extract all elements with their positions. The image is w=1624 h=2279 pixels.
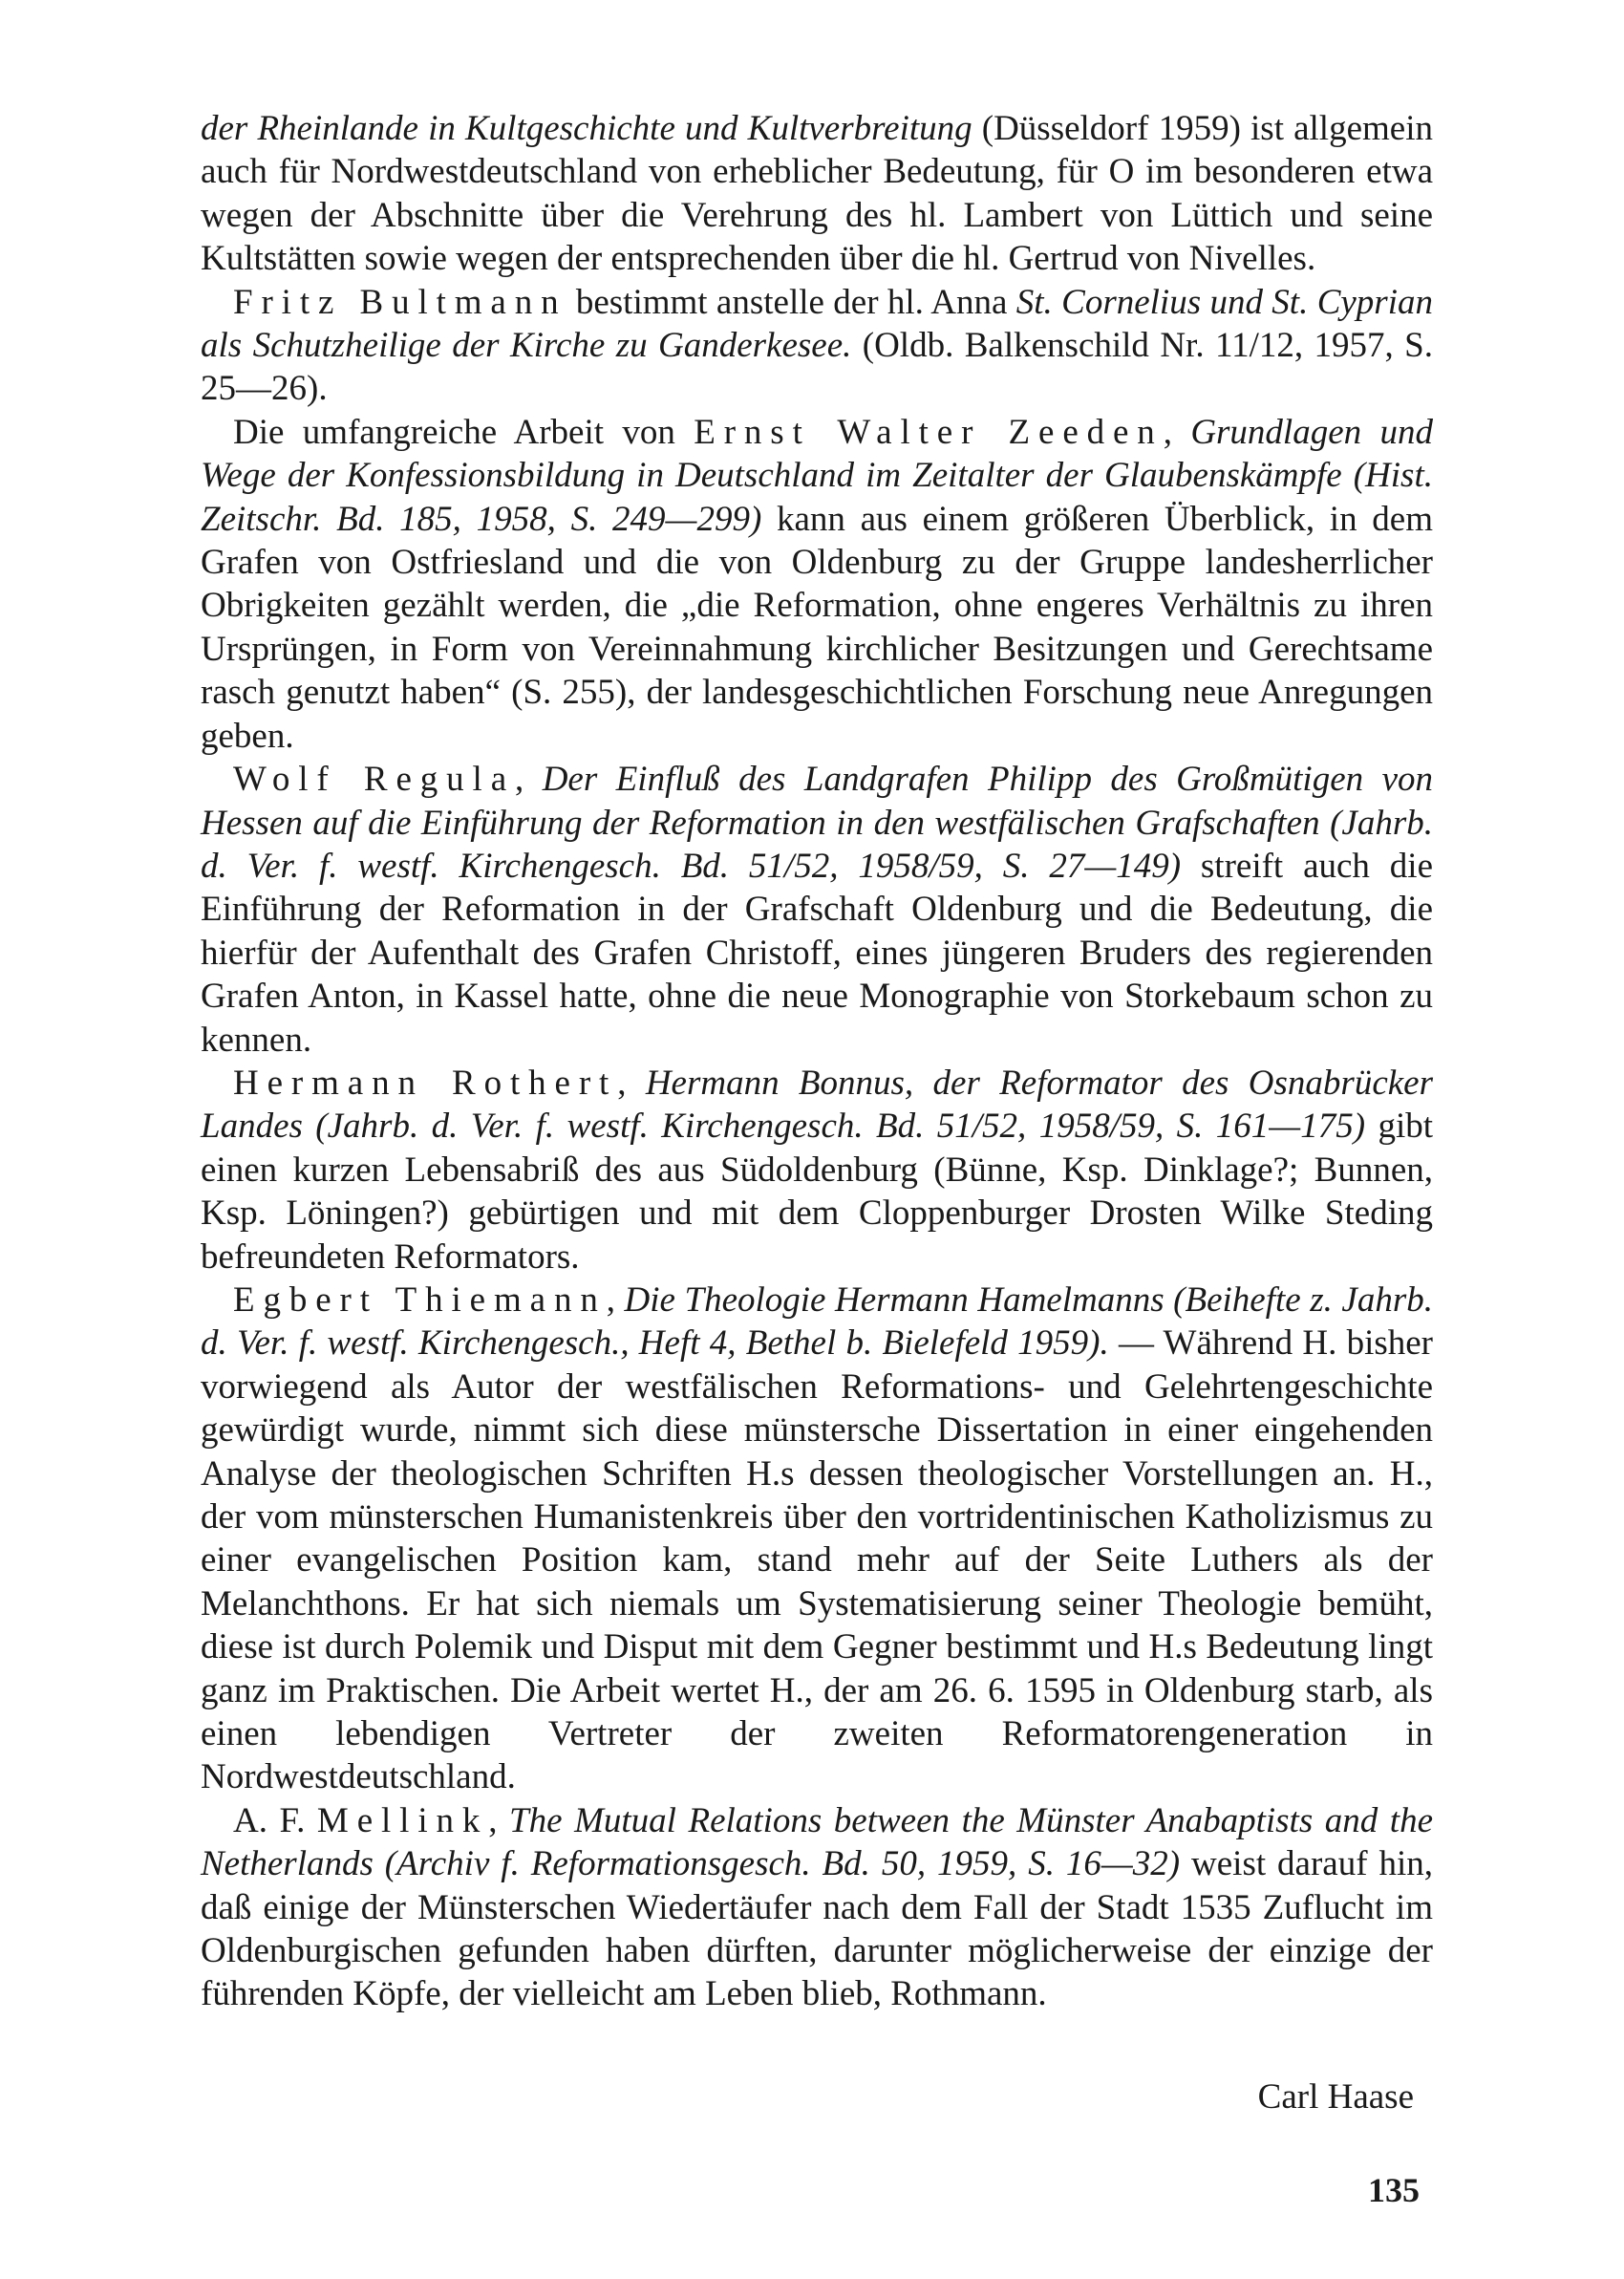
text-run: A. F.	[233, 1800, 317, 1840]
text-run: ,	[1163, 412, 1191, 452]
paragraph	[201, 411, 1433, 758]
author-name: Ernst Walter Zeeden	[694, 412, 1164, 452]
text-run: Die umfangreiche Arbeit von	[233, 412, 694, 452]
author-name: Hermann Rothert	[233, 1063, 618, 1103]
text-run: bestimmt anstelle der hl. Anna	[566, 282, 1016, 322]
body-text	[201, 107, 1433, 2016]
text-run: ,	[515, 760, 543, 800]
paragraph	[201, 107, 1433, 281]
text-run: streift auch die Einführung der Reformation in der Grafschaft Oldenburg und die Bedeutung, die hierfür der Aufenthalt des Grafen Christoff, eines jüngeren Bruders des regierenden Grafen Anton, in Kassel hatte, ohne die neue Monographie von Storkebaum schon zu kennen.	[201, 846, 1433, 1060]
italic-title: der Rheinlande in Kultgeschichte und Kultverbreitung	[201, 109, 972, 148]
text-run: kann aus einem größeren Überblick, in dem Grafen von Ostfriesland und die von Oldenburg zu der Gruppe landesherrlicher Obrigkeiten gezählt werden, die „die Reformation, ohne engeres Verhältnis zu ihren Ursprüngen, in Form von Vereinnahmung kirchlicher Besitzungen und Gerechtsame rasch genutzt haben“ (S. 255), der landesgeschichtlichen Forschung neue Anregungen geben.	[201, 499, 1433, 756]
author-name: Egbert Thiemann	[233, 1279, 607, 1320]
author-name: Wolf Regula	[233, 760, 515, 800]
text-run: (Oldb. Balkenschild Nr. 11/12, 1957, S. 25—26).	[201, 326, 1433, 409]
paragraph	[201, 281, 1433, 411]
italic-title: Hermann Bonnus, der Reformator des Osnabrücker Landes (Jahrb. d. Ver. f. westf. Kirchengesch. Bd. 51/52, 1958/59, S. 161—175)	[201, 1063, 1433, 1147]
text-run: ,	[617, 1063, 646, 1103]
text-run: — Während H. bisher vorwiegend als Autor der westfälischen Reformations- und Gelehrtengeschichte gewürdigt wurde, nimmt sich diese münstersche Dissertation in einer eingehenden Analyse der theologischen Schriften H.s dessen theologischer Vorstellungen an. H., der vom münsterschen Humanistenkreis über den vortridentinischen Katholizismus zu einer evangelischen Position kam, stand mehr auf der Seite Luthers als der Melanchthons. Er hat sich niemals um Systematisierung seiner Theologie bemüht, diese ist durch Polemik und Disput mit dem Gegner bestimmt und H.s Bedeutung lingt ganz im Praktischen. Die Arbeit wertet H., der am 26. 6. 1595 in Oldenburg starb, als einen lebendigen Vertreter der zweiten Reformatorengeneration in Nordwestdeutschland.	[201, 1323, 1433, 1797]
page-number: 135	[1368, 2171, 1420, 2209]
author-name: Mellink	[316, 1800, 489, 1840]
text-run: (Düsseldorf 1959) ist allgemein auch für Nordwestdeutschland von erheblicher Bedeutung, für O im besonderen etwa wegen der Abschnitte über die Verehrung des hl. Lambert von Lüttich und seine Kultstätten sowie wegen der entsprechenden über die hl. Gertrud von Nivelles.	[201, 109, 1433, 279]
paragraph	[201, 1062, 1433, 1279]
italic-title: St. Cornelius und St. Cyprian als Schutzheilige der Kirche zu Ganderkesee.	[201, 282, 1433, 366]
paragraph	[201, 758, 1433, 1062]
author-signature: Carl Haase	[1257, 2077, 1414, 2117]
paragraph	[201, 1799, 1433, 2016]
paragraph	[201, 1279, 1433, 1799]
text-run: weist darauf hin, daß einige der Münsterschen Wiedertäufer nach dem Fall der Stadt 1535 Zuflucht im Oldenburgischen gefunden haben dürften, darunter möglicherweise der einzige der führenden Köpfe, der vielleicht am Leben blieb, Rothmann.	[201, 1844, 1433, 2014]
text-run: ,	[488, 1800, 510, 1840]
italic-title: Der Einfluß des Landgrafen Philipp des Großmütigen von Hessen auf die Einführung der Reformation in den westfälischen Grafschaften (Jahrb. d. Ver. f. westf. Kirchengesch. Bd. 51/52, 1958/59, S. 27—149)	[201, 760, 1433, 886]
author-name: Fritz Bultmann	[233, 282, 567, 322]
italic-title: Grundlagen und Wege der Konfessionsbildung in Deutschland im Zeitalter der Glaubenskämpfe (Hist. Zeitschr. Bd. 185, 1958, S. 249—299)	[201, 412, 1433, 539]
italic-title: Die Theologie Hermann Hamelmanns (Beihefte z. Jahrb. d. Ver. f. westf. Kirchengesch., Heft 4, Bethel b. Bielefeld 1959).	[201, 1279, 1434, 1364]
italic-title: The Mutual Relations between the Münster Anabaptists and the Netherlands (Archiv f. Reformationsgesch. Bd. 50, 1959, S. 16—32)	[201, 1800, 1434, 1884]
text-run: ,	[606, 1279, 625, 1320]
text-run: gibt einen kurzen Lebensabriß des aus Südoldenburg (Bünne, Ksp. Dinklage?; Bunnen, Ksp. Löningen?) gebürtigen und mit dem Cloppenburger Drosten Wilke Steding befreundeten Reformators.	[201, 1107, 1433, 1277]
